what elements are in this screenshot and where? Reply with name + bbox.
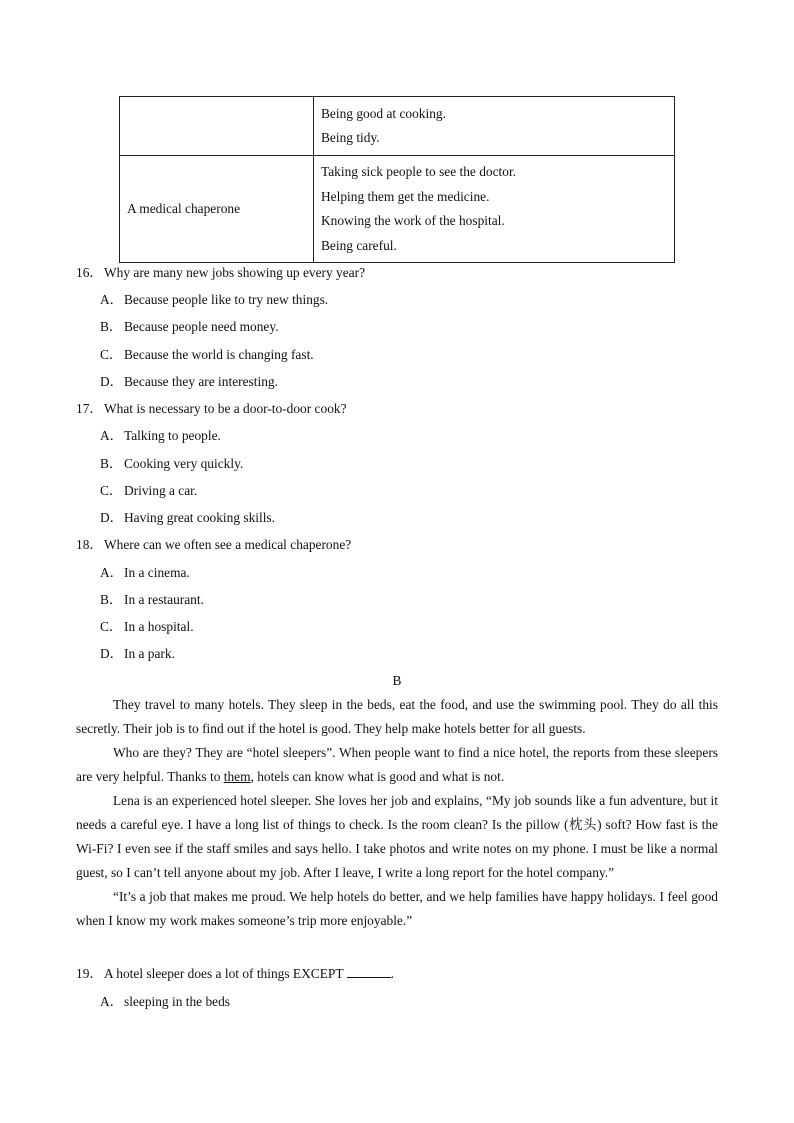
question-text: A hotel sleeper does a lot of things EXCEPT — [104, 966, 344, 981]
skill-item: Helping them get the medicine. — [321, 188, 490, 204]
table-row — [120, 156, 675, 263]
question-19 — [76, 964, 394, 984]
option-letter: B． — [100, 592, 123, 607]
option-letter: B． — [100, 319, 123, 334]
option-d[interactable] — [100, 644, 175, 664]
option-text: Because people need money. — [124, 319, 279, 334]
option-a[interactable] — [100, 563, 190, 583]
option-letter: A． — [100, 994, 124, 1009]
option-text: In a cinema. — [124, 565, 190, 580]
option-a[interactable] — [100, 426, 221, 446]
table-row — [120, 97, 675, 156]
question-text: What is necessary to be a door-to-door cook? — [104, 401, 347, 416]
passage-paragraph: “It’s a job that makes me proud. We help hotels do better, and we help families have happy holidays. I feel good when I know my work makes someone’s trip more enjoyable.” — [76, 889, 718, 928]
skill-item: Being careful. — [321, 237, 397, 253]
option-d[interactable] — [100, 508, 275, 528]
question-text: Why are many new jobs showing up every year? — [104, 265, 366, 280]
passage-paragraph: They travel to many hotels. They sleep in the beds, eat the food, and use the swimming pool. They do all this secretly. Their job is to find out if the hotel is good. They help make hotels better for all guests. — [76, 697, 718, 736]
skill-item: Knowing the work of the hospital. — [321, 213, 505, 228]
skills-cell — [314, 97, 675, 156]
option-letter: C． — [100, 619, 123, 634]
option-c[interactable] — [100, 617, 194, 637]
option-text: Driving a car. — [124, 483, 198, 498]
option-a[interactable] — [100, 290, 328, 310]
skill-item: Being good at cooking. — [321, 105, 446, 121]
paragraph-text: , hotels can know what is good and what is not. — [250, 769, 505, 784]
option-d[interactable] — [100, 372, 278, 392]
reading-passage — [76, 693, 718, 933]
option-text: sleeping in the beds — [124, 994, 230, 1009]
option-letter: B． — [100, 456, 123, 471]
option-text: Cooking very quickly. — [124, 456, 244, 471]
option-text: Because people like to try new things. — [124, 292, 329, 307]
question-number: 16． — [76, 265, 103, 280]
option-letter: D． — [100, 646, 124, 661]
option-b[interactable] — [100, 317, 279, 337]
option-text: Because the world is changing fast. — [124, 347, 314, 362]
question-number: 18． — [76, 537, 103, 552]
question-16 — [76, 263, 365, 283]
question-text: Where can we often see a medical chaperone? — [104, 537, 352, 552]
option-text: Having great cooking skills. — [124, 510, 275, 525]
option-text: Talking to people. — [124, 428, 221, 443]
answer-blank — [347, 965, 391, 978]
question-number: 19． — [76, 966, 103, 981]
option-letter: A． — [100, 428, 124, 443]
option-b[interactable] — [100, 454, 243, 474]
skills-cell — [314, 156, 675, 263]
passage-paragraph — [76, 741, 718, 789]
option-letter: A． — [100, 292, 124, 307]
skill-item: Taking sick people to see the doctor. — [321, 164, 517, 179]
question-number: 17． — [76, 401, 103, 416]
question-17 — [76, 399, 347, 419]
question-18 — [76, 535, 351, 555]
job-cell — [120, 97, 314, 156]
section-heading: B — [392, 673, 402, 688]
question-end: . — [390, 966, 394, 981]
jobs-table — [119, 96, 675, 263]
option-text: Because they are interesting. — [124, 374, 278, 389]
option-text: In a hospital. — [124, 619, 194, 634]
option-letter: D． — [100, 374, 124, 389]
skill-item: Being tidy. — [321, 130, 380, 145]
option-c[interactable] — [100, 345, 314, 365]
option-text: In a park. — [124, 646, 175, 661]
option-letter: C． — [100, 483, 123, 498]
option-text: In a restaurant. — [124, 592, 204, 607]
option-letter: A． — [100, 565, 124, 580]
passage-paragraph: Lena is an experienced hotel sleeper. She loves her job and explains, “My job sounds like a fun adventure, but it needs a careful eye. I have a long list of things to check. Is the room clean? Is the pillow (枕头) soft? How fast is the Wi-Fi? I even see if the staff smiles and says hello. I take photos and write notes on my phone. I must be like a normal guest, so I can’t tell anyone about my job. After I leave, I write a long report for the hotel company.” — [76, 793, 718, 880]
paragraph-text: Who are they? They are “hotel sleepers”. When people want to find a nice hotel, the reports from these sleepers are very helpful. Thanks to — [76, 745, 718, 784]
option-b[interactable] — [100, 590, 204, 610]
underlined-word: them — [223, 769, 251, 784]
option-a[interactable] — [100, 992, 230, 1012]
option-letter: D． — [100, 510, 124, 525]
option-letter: C． — [100, 347, 123, 362]
job-cell: A medical chaperone — [120, 156, 314, 263]
option-c[interactable] — [100, 481, 197, 501]
